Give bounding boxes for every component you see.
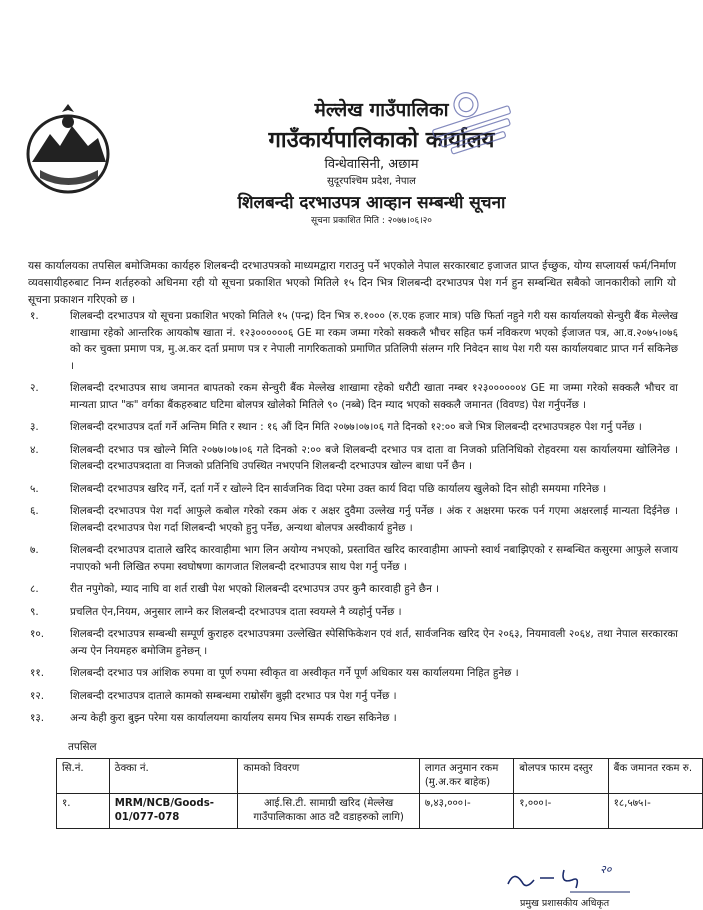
table-cell: १. [57,794,110,829]
item-number: ९. [30,605,39,618]
item-number: ७. [30,544,39,556]
table-cell: आई.सि.टी. सामाग्री खरिद (मेल्लेख गाउँपालिकाका आठ वटै वडाहरुको लागि) [238,794,419,829]
list-item [28,308,678,374]
office-name: गाउँकार्यपालिकाको कार्यालय [268,128,495,153]
municipality-name: मेल्लेख गाउँपालिका [314,99,449,121]
signature-handwriting: २० [600,863,612,876]
table-cell: MRM/NCB/Goods-01/077-078 [109,794,238,829]
tender-table [56,758,703,829]
list-item [28,710,678,727]
item-number: ४. [30,443,39,456]
intro-paragraph: यस कार्यालयका तपसिल बमोजिमका कार्यहरु शिलबन्दी दरभाउपत्रको माध्यमद्वारा गराउनु पर्ने भएकोले नेपाल सरकारबाट इजाजत प्राप्त ईच्छुक, योग्य सप्लायर्स फर्म/निर्माण व्यवसायीहरुबाट निम्न शर्तहरुको अधिनमा रही यो सूचना प्रकाशित भएको मितिले १५ दिन भित्र शिलबन्दी दरभाउपत्र पेश गर्न हुन सम्बन्धित सबैको जानकारीको लागि यो सूचना प्रकाशन गरिएको छ । [28,260,676,306]
item-text: शिलबन्दी दरभाउपत्र दाताले कामको सम्बन्धमा राम्रोसँग बुझी दरभाउ पत्र पेश गर्नु पर्नेछ । [70,689,397,702]
list-item [28,604,678,621]
list-item [28,503,678,536]
office-stamp-icon [420,74,520,160]
item-number: ६. [30,505,39,517]
column-header: सि.नं. [57,759,110,794]
item-text: प्रचलित ऐन,नियम, अनुसार लाग्ने कर शिलबन्दी दरभाउपत्र दाता स्वयम्ले नै व्यहोर्नु पर्नेछ । [70,605,402,618]
table-cell: ७,४३,०००।- [419,794,513,829]
province-name: सुदूरपश्चिम प्रदेश, नेपाल [327,176,416,187]
schedule-label: तपसिल [68,741,97,753]
item-number: १३. [30,712,45,724]
item-text: शिलबन्दी दरभाउपत्र साथ जमानत बापतको रकम सेन्चुरी बैंक मेल्लेख शाखामा रहेको धरौटी खाता नम्बर १२३००००००४ GE मा जम्मा गरेको सक्कलै भौचर वा मान्यता प्राप्त "क" वर्गका बैंकहरुबाट घटिमा बोलपत्र खोलेको मितिले ९० (नब्बे) दिन म्याद भएको सक्कलै जमानत (विवण्ड) पेश गर्नुपर्नेछ । [70,382,678,411]
list-item [28,481,678,498]
list-item [28,542,678,575]
column-header: ठेक्का नं. [109,759,238,794]
item-number: १०. [30,628,45,640]
item-text: शिलबन्दी दरभाउपत्र पेश गर्दा आफुले कबोल गरेको रकम अंक र अक्षर दुवैमा उल्लेख गर्नु पर्नेछ । अंक र अक्षरमा फरक पर्न गएमा अक्षरलाई मान्यता दिईनेछ । शिलबन्दी दरभाउपत्र पेश गर्दा शिलबन्दी भएको हुनु पर्नेछ, अन्यथा बोलपत्र अस्वीकार्य हुनेछ । [70,505,678,534]
publish-date: सूचना प्रकाशित मिति : २०७७।०६।२० [311,216,432,226]
conditions-list [28,308,678,733]
column-header: कामको विवरण [238,759,419,794]
item-text: शिलबन्दी दरभाउपत्र खरिद गर्ने, दर्ता गर्ने र खोल्ने दिन सार्वजनिक विदा परेमा उक्त कार्य विदा पछि कार्यालय खुलेको दिन सोही समयमा गरिनेछ । [70,482,607,495]
column-header: लागत अनुमान रकम (मु.अ.कर बाहेक) [419,759,513,794]
signatory-role: प्रमुख प्रशासकीय अधिकृत [520,898,610,909]
item-number: १२. [30,689,45,702]
table-cell: १८,५७५।- [608,794,702,829]
list-item [28,419,678,436]
item-number: ३. [30,421,39,433]
list-item [28,665,678,682]
signature-icon [500,860,650,896]
item-text: रीत नपुगेको, म्याद नाघि वा शर्त राखी पेश भएको शिलबन्दी दरभाउपत्र उपर कुनै कारवाही हुने छैन । [70,583,440,595]
list-item [28,581,678,598]
item-text: शिलबन्दी दरभाउ पत्र खोल्ने मिति २०७७।०७।०६ गते दिनको २:०० बजे शिलबन्दी दरभाउ पत्र दाता वा निजको प्रतिनिधिको रोहवरमा यस कार्यालयमा खोलिनेछ । शिलबन्दी दरभाउपत्रदाता वा निजको प्रतिनिधि उपस्थित नभएपनि शिलबन्दी दरभाउपत्र खोल्न बाधा पर्ने छैन । [70,443,678,472]
column-header: बैंक जमानत रकम रु. [608,759,702,794]
item-number: ८. [30,583,39,595]
item-text: शिलबन्दी दरभाउपत्र दाताले खरिद कारवाहीमा भाग लिन अयोग्य नभएको, प्रस्तावित खरिद कारवाहीमा आफ्नो स्वार्थ नबाझिएको र सम्बन्धित कसुरमा आफुले सजाय नपाएको भनी लिखित रुपमा स्वघोषणा कागजात शिलबन्दी दरभाउपत्र साथ पेश गर्नु पर्नेछ । [70,544,678,573]
item-number: ५. [30,482,39,495]
item-text: शिलबन्दी दरभाउपत्र यो सूचना प्रकाशित भएको मितिले १५ (पन्द्र) दिन भित्र रु.१००० (रु.एक हजार मात्र) पछि फिर्ता नहुने गरी यस कार्यालयको सेन्चुरी बैंक मेल्लेख शाखामा रहेको आन्तरिक आयकोष खाता नं. १२३००००००६ GE मा रकम जम्मा गरेको सक्कलै भौचर सहित फर्म नविकरण भएको ईजाजत पत्र, आ.व.२०७५।०७६ को कर चुक्ता प्रमाण पत्र, मु.अ.कर दर्ता प्रमाण पत्र र नेपाली नागरिकताको प्रमाणित प्रतिलिपी संलग्न गरि निवेदन साथ पेश गरी यस कार्यालयबाट प्राप्त गर्न सकिनेछ । [70,310,678,372]
item-number: १. [30,310,39,322]
notice-title: शिलबन्दी दरभाउपत्र आव्हान सम्बन्धी सूचना [237,193,506,213]
list-item [28,688,678,705]
table-cell: १,०००।- [514,794,608,829]
office-address: विन्धेवासिनी, अछाम [324,157,419,172]
column-header: बोलपत्र फारम दस्तुर [514,759,608,794]
list-item [28,442,678,475]
item-number: २. [30,382,39,394]
item-text: शिलबन्दी दरभाउपत्र सम्बन्धी सम्पूर्ण कुराहरु दरभाउपत्रमा उल्लेखित स्पेसिफिकेशन एवं शर्त, सार्वजनिक खरिद ऐन २०६३, नियमावली २०६४, तथा नेपाल सरकारका अन्य ऐन नियमहरु बमोजिम हुनेछन् । [70,628,678,657]
item-text: अन्य केही कुरा बुझ्न परेमा यस कार्यालयमा कार्यालय समय भित्र सम्पर्क राख्न सकिनेछ । [70,712,397,724]
item-text: शिलबन्दी दरभाउपत्र दर्ता गर्ने अन्तिम मिति र स्थान : १६ औं दिन मिति २०७७।०७।०६ गते दिनको १२:०० बजे भित्र शिलबन्दी दरभाउपत्रहरु पेश गर्नु पर्नेछ । [70,421,642,433]
table-header-row [57,759,703,794]
item-number: ११. [30,667,45,679]
table-row [57,794,703,829]
item-text: शिलबन्दी दरभाउ पत्र आंशिक रुपमा वा पूर्ण रुपमा स्वीकृत वा अस्वीकृत गर्ने पूर्ण अधिकार यस कार्यालयमा निहित हुनेछ । [70,667,519,679]
list-item [28,380,678,413]
list-item [28,626,678,659]
